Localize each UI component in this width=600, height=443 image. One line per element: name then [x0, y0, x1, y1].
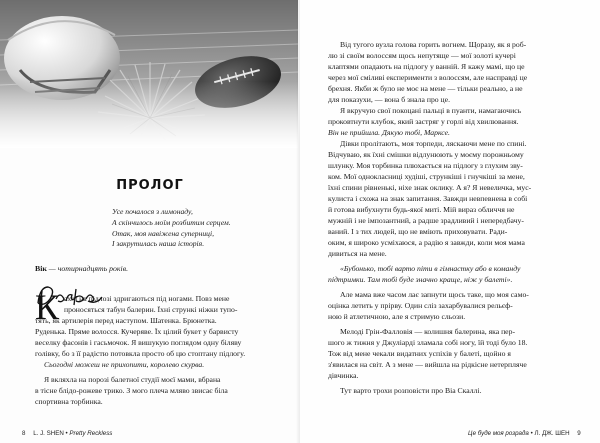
text-line: Відчуваю, як їхні смішки відлунюють у моєму порожньому	[328, 150, 524, 159]
text-line: Мелоді Грін-Фалловія — колишня балерина, яка пер-	[340, 327, 516, 336]
text-line: дівчинка.	[328, 371, 359, 380]
text-line: Від тугого вузла голова горить вогнем. Щоразу, як я роб-	[340, 40, 527, 49]
text-line: Тут варто трохи розповісти про Віа Скаллі.	[340, 386, 482, 395]
text-line: шлунку. Моя торбинка плюхається на підлогу з глухим зву-	[328, 161, 523, 170]
age-line	[35, 264, 128, 273]
text-line: через мої сміливі експерименти з волоссям, але насправді це	[328, 73, 528, 82]
text-line: з'явилася на світ. А з мене — вийшла на рідкісне нетерпляче	[328, 360, 527, 369]
epigraph-line: Отак, моя навіжена суперниці,	[112, 228, 214, 238]
text-line: ною й атлетичною, але я стримую сльози.	[328, 312, 466, 321]
text-line: лю зі своїм волоссям щось непутяще — мої золоті кучері	[328, 51, 516, 60]
text-line: шого ж тижня у Джуліарді зламала собі ногу, їй тоді було 18.	[328, 338, 528, 347]
text-line: для показухи, — вона б знала про це.	[328, 95, 450, 104]
left-footer: 8 L. J. SHEN • Pretty Reckless	[22, 430, 113, 437]
drop-cap: К	[35, 287, 60, 327]
text-line: голівку, бо з її радістю потовкла просто об цю стоптану підлогу.	[35, 349, 246, 358]
text-line: Він не прийшла. Дякую тобі, Марксе.	[328, 128, 450, 137]
text-line: Сьогодні можеш не прихопити, королево скурва.	[44, 360, 205, 369]
page-number: 8	[22, 430, 26, 437]
text-line: кулиста і схожа на знак запитання. Завжди невпевнена в собі	[328, 194, 528, 203]
footer-author: Л. ДЖ. ШЕН	[534, 430, 570, 437]
text-line: Тож від мене чекали видатних успіхів у балеті, щойно я	[328, 349, 511, 358]
footer-book-title: Pretty Reckless	[69, 430, 113, 437]
text-line: ахлі на підлозі здригаються під ногами. Повз мене	[64, 294, 230, 303]
text-line: тять, як артилерія перед наступом. Шатенка. Брюнетка.	[35, 316, 217, 325]
text-line: клаптями опадають на підлогу у ванній. Я кажу мамі, що це	[328, 62, 525, 71]
text-line: оким, я широко усміхаюся, а радію я завжди, коли моя мама	[328, 238, 525, 247]
text-line: підтримки. Там тобі буде значно краще, ніж у балеті».	[328, 275, 513, 284]
text-line: спортивна торбинка.	[35, 397, 103, 406]
epigraph	[112, 207, 287, 250]
text-line: проносяться табун балерин. Їхні стрункі ніжки тупо-	[64, 305, 238, 314]
page-number: 9	[577, 430, 581, 437]
text-line: й готова вибухнути будь-якої миті. Мій вираз обличчя не	[328, 205, 515, 214]
text-line: їхні спини рівненькі, ніхе знак оклику. А я? Я невеличка, мус-	[328, 183, 532, 192]
text-line: Я вкручую свої покоцані пальці в пуанти, намагаючись	[340, 106, 522, 115]
chapter-title: ПРОЛОГ	[116, 178, 184, 193]
epigraph-line: Усе почалося з лимонаду,	[112, 207, 193, 216]
text-line: ком. Мої однокласниці худіші, стрункіші і гнучкіші за мене,	[328, 172, 525, 181]
text-line: в тісне блідо-рожеве трико. З мого плеча мляво звисає біла	[35, 386, 228, 395]
text-line: Я вкляхла на порозі балетної студії моєї мами, вбрана	[44, 375, 221, 384]
right-footer: Це буде моя розрада • Л. ДЖ. ШЕН 9	[468, 430, 581, 437]
epigraph-line: І закрутилась наша історія.	[112, 239, 205, 249]
epigraph-line: А скінчилось моїм розбитим серцем.	[112, 217, 231, 227]
text-line: «Бубонько, тобі варто піти в гімнастку або в команду	[340, 264, 521, 273]
text-line: Але мама вже часом лає запнути щось таке, що моя само-	[340, 290, 529, 299]
text-line: веселку фасонів і гасьмочок. Я вишукую поглядом одну біляву	[35, 338, 242, 347]
text-line: ваний. І з тих людей, що не вміють приховувати. Ради-	[328, 227, 508, 236]
text-line: дивиться на мене.	[328, 249, 387, 258]
football-illustration	[0, 0, 298, 148]
text-line: брехня. Якби ж було не моє на мене — тільки реально, а не	[328, 84, 523, 93]
footer-author: L. J. SHEN	[33, 430, 64, 437]
text-line: Дівки пролітають, моя торпеди, ляскаючи мене по спині.	[340, 139, 527, 148]
text-line: Руденька. Пряме волосся. Кучеряве. Їх цілий букет у барвисту	[35, 327, 239, 336]
text-line: мужній і не імпозантний, а радше зрадливий і непередбачу-	[328, 216, 524, 225]
age-value: — чотирнадцять років.	[46, 264, 129, 273]
age-label: Вік	[35, 264, 47, 273]
text-line: проковтнути клубок, який застряг у горлі від хвилювання.	[328, 117, 519, 126]
text-line: оцінка летить у прірву. Один сліз захарбувалися рельєф-	[328, 301, 513, 310]
footer-book-title: Це буде моя розрада	[468, 430, 529, 437]
